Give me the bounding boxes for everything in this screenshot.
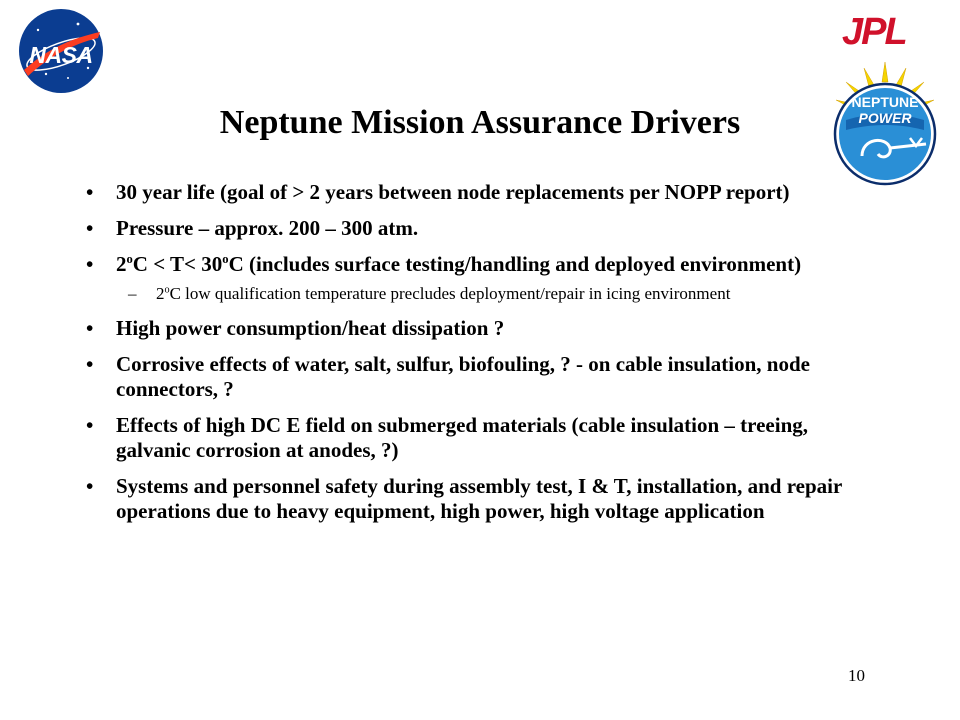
bullet-item-dc-field — [84, 413, 844, 463]
page-number: 10 — [848, 666, 865, 685]
bullet-marker: • — [86, 216, 94, 240]
bullet-item-temperature — [84, 252, 844, 277]
bullet-text: Pressure – approx. 200 – 300 atm. — [116, 216, 419, 240]
bullet-marker: • — [86, 180, 94, 204]
bullet-text: Systems and personnel safety during assembly test, I & T, installation, and repair operations due to heavy equipment, high power, high voltage application — [116, 474, 842, 523]
nasa-logo-text: NASA — [29, 42, 93, 68]
bullet-item-corrosion — [84, 352, 844, 402]
sub-bullet-marker: – — [128, 284, 137, 303]
nasa-logo — [18, 8, 104, 94]
bullet-text: 30 year life (goal of > 2 years between node replacements per NOPP report) — [116, 180, 790, 204]
bullet-item-pressure — [84, 216, 844, 241]
bullet-marker: • — [86, 474, 94, 498]
bullet-marker: • — [86, 413, 94, 437]
neptune-logo-line2: POWER — [858, 110, 912, 126]
degree-superscript: o — [222, 252, 229, 266]
bullet-marker: • — [86, 316, 94, 340]
bullet-text: Corrosive effects of water, salt, sulfur, biofouling, ? - on cable insulation, node connectors, ? — [116, 352, 810, 401]
bullet-item-life — [84, 180, 844, 205]
bullet-marker: • — [86, 252, 94, 276]
sub-bullet-qualification — [84, 284, 844, 304]
degree-superscript: o — [164, 284, 170, 296]
degree-superscript: o — [126, 252, 133, 266]
neptune-logo-line1: NEPTUNE — [851, 94, 919, 110]
bullet-text-part: 2 — [116, 252, 127, 276]
bullet-text-part: C < T< 30 — [132, 252, 223, 276]
bullet-item-power — [84, 316, 844, 341]
sub-bullet-text-part: C low qualification temperature precludes deployment/repair in icing environment — [169, 284, 731, 303]
bullet-marker: • — [86, 352, 94, 376]
bullet-text-part: C (includes surface testing/handling and deployed environment) — [228, 252, 802, 276]
sub-bullet-text-part: 2 — [156, 284, 165, 303]
bullet-text: Effects of high DC E field on submerged materials (cable insulation – treeing, galvanic corrosion at anodes, ?) — [116, 413, 808, 462]
bullet-text: High power consumption/heat dissipation ? — [116, 316, 505, 340]
slide-title: Neptune Mission Assurance Drivers — [219, 104, 741, 141]
bullet-item-safety — [84, 474, 844, 524]
jpl-logo: JPL — [842, 11, 906, 53]
bullet-list — [84, 180, 844, 535]
